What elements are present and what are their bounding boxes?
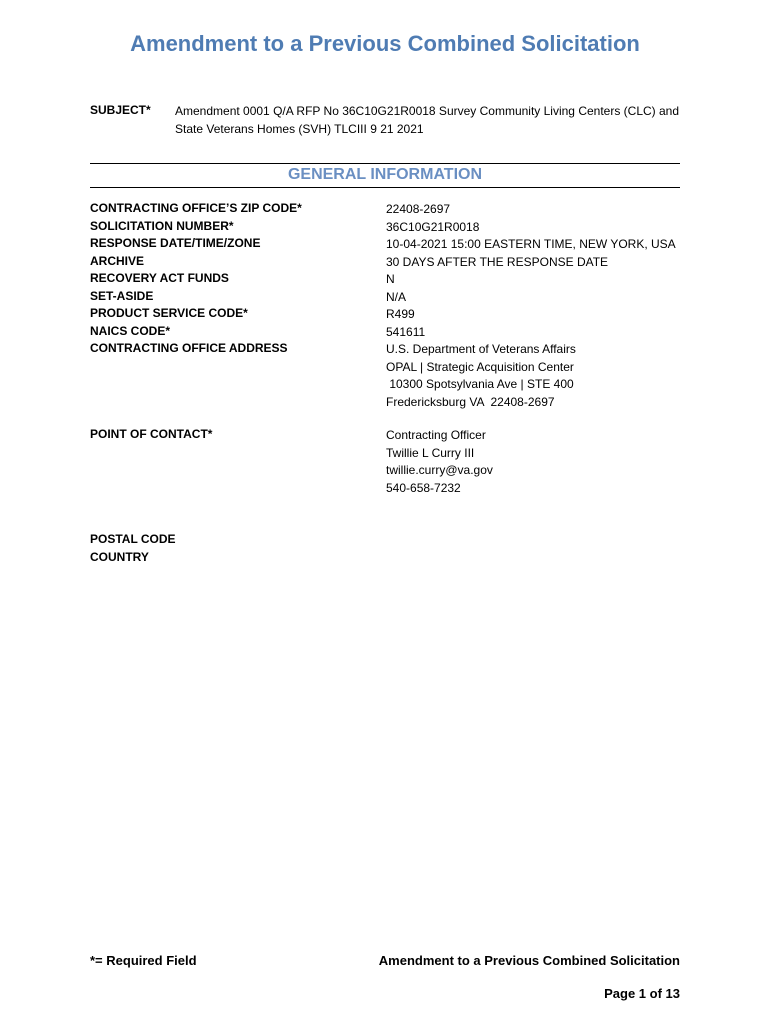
field-label: POINT OF CONTACT* xyxy=(90,427,213,441)
field-value-line: U.S. Department of Veterans Affairs xyxy=(386,342,576,356)
field-value-line: 541611 xyxy=(386,324,426,339)
field-value xyxy=(386,324,425,342)
field-label: NAICS CODE* xyxy=(90,323,171,338)
field-value xyxy=(386,271,395,289)
field-value xyxy=(386,427,493,497)
section-divider-bottom xyxy=(90,187,680,188)
field-value xyxy=(386,289,406,307)
field-value xyxy=(386,236,676,254)
field-label: RESPONSE DATE/TIME/ZONE xyxy=(90,236,261,250)
section-divider-top xyxy=(90,163,680,164)
field-label: COUNTRY xyxy=(90,549,149,564)
field-label: SOLICITATION NUMBER* xyxy=(90,218,234,233)
field-value-line: 10300 Spotsylvania Ave | STE 400 xyxy=(386,377,574,391)
field-value-line: Contracting Officer xyxy=(386,428,486,442)
field-label: CONTRACTING OFFICE ADDRESS xyxy=(90,341,288,355)
subject-label: SUBJECT* xyxy=(90,103,151,117)
contact-email[interactable]: twillie.curry@va.gov xyxy=(386,463,493,477)
field-value xyxy=(386,341,576,411)
page-number: Page 1 of 13 xyxy=(604,986,680,1001)
field-value-line: R499 xyxy=(386,307,415,321)
field-label: RECOVERY ACT FUNDS xyxy=(90,271,229,285)
field-value-line: N xyxy=(386,272,395,286)
field-value-line: 30 DAYS AFTER THE RESPONSE DATE xyxy=(386,254,609,269)
field-label: CONTRACTING OFFICE’S ZIP CODE* xyxy=(90,201,302,215)
section-heading: GENERAL INFORMATION xyxy=(287,166,483,183)
required-field-note: *= Required Field xyxy=(90,953,197,968)
field-label: PRODUCT SERVICE CODE* xyxy=(90,306,248,320)
field-value-line: N/A xyxy=(386,289,407,304)
field-value-line: Twillie L Curry III xyxy=(386,445,475,460)
field-value xyxy=(386,254,608,272)
subject-line: Amendment 0001 Q/A RFP No 36C10G21R0018 Survey Community Living Centers (CLC) and xyxy=(175,104,680,118)
field-value-line: OPAL | Strategic Acquisition Center xyxy=(386,359,574,374)
field-value-line: Fredericksburg VA 22408-2697 xyxy=(386,394,555,409)
field-value-line: 36C10G21R0018 xyxy=(386,219,480,234)
subject-text xyxy=(175,103,705,138)
contact-phone: 540-658-7232 xyxy=(386,480,461,495)
field-value-line: 10-04-2021 15:00 EASTERN TIME, NEW YORK, USA xyxy=(386,237,676,251)
field-value-line: 22408-2697 xyxy=(386,202,451,216)
field-label: ARCHIVE xyxy=(90,253,145,268)
field-label: SET-ASIDE xyxy=(90,288,154,303)
footer-doc-title: Amendment to a Previous Combined Solicitation xyxy=(378,953,680,968)
field-label: POSTAL CODE xyxy=(90,532,176,546)
subject-line: State Veterans Homes (SVH) TLCIII 9 21 2021 xyxy=(175,121,424,136)
field-value xyxy=(386,201,450,219)
field-value xyxy=(386,219,479,237)
page-title: Amendment to a Previous Combined Solicitation xyxy=(130,31,640,56)
field-value xyxy=(386,306,415,324)
